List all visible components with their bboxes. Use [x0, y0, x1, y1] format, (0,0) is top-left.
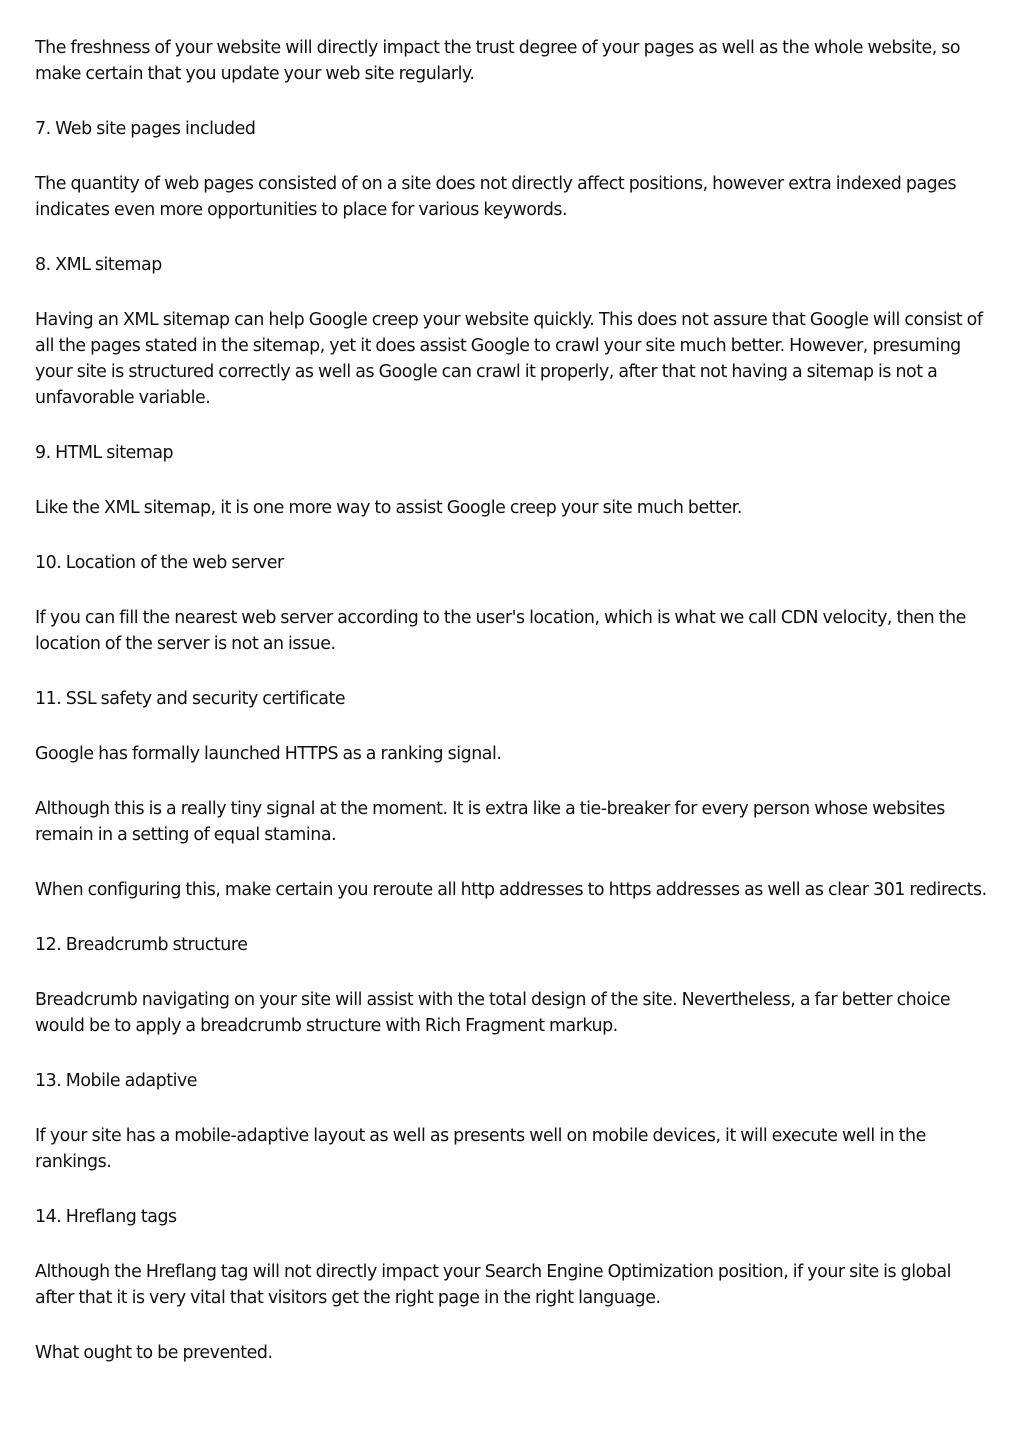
paragraph-freshness: The freshness of your website will directly impact the trust degree of your pages as well as the whole website, so make certain that you update your web site regularly.: [35, 38, 961, 84]
paragraph-https-signal: Google has formally launched HTTPS as a ranking signal.: [35, 744, 502, 764]
paragraph-xml-sitemap: Having an XML sitemap can help Google creep your website quickly. This does not assure that Google will consist of all the pages stated in the sitemap, yet it does assist Google to crawl your site much better. However, presuming your site is structured correctly as well as Google can crawl it properly, after that not having a sitemap is not a unfavorable variable.: [35, 310, 983, 408]
heading-hreflang-tags: 14. Hreflang tags: [35, 1207, 177, 1227]
paragraph-web-server-location: If you can fill the nearest web server according to the user's location, which is what we call CDN velocity, then the location of the server is not an issue.: [35, 608, 966, 654]
paragraph-html-sitemap: Like the XML sitemap, it is one more way to assist Google creep your site much better.: [35, 498, 742, 518]
heading-mobile-adaptive: 13. Mobile adaptive: [35, 1071, 198, 1091]
heading-xml-sitemap: 8. XML sitemap: [35, 255, 162, 275]
document-body: [35, 35, 990, 1395]
heading-html-sitemap: 9. HTML sitemap: [35, 443, 174, 463]
paragraph-what-to-prevent: What ought to be prevented.: [35, 1343, 273, 1363]
heading-web-site-pages-included: 7. Web site pages included: [35, 119, 256, 139]
paragraph-breadcrumb: Breadcrumb navigating on your site will assist with the total design of the site. Nevertheless, a far better choice would be to apply a breadcrumb structure with Rich Fragment markup.: [35, 990, 951, 1036]
paragraph-redirects: When configuring this, make certain you reroute all http addresses to https addresses as well as clear 301 redirects.: [35, 880, 987, 900]
paragraph-pages-included: The quantity of web pages consisted of on a site does not directly affect positions, however extra indexed pages indicates even more opportunities to place for various keywords.: [35, 174, 957, 220]
paragraph-hreflang: Although the Hreflang tag will not directly impact your Search Engine Optimization position, if your site is global after that it is very vital that visitors get the right page in the right language.: [35, 1262, 951, 1308]
heading-ssl-certificate: 11. SSL safety and security certificate: [35, 689, 346, 709]
paragraph-tie-breaker: Although this is a really tiny signal at the moment. It is extra like a tie-breaker for every person whose websites remain in a setting of equal stamina.: [35, 799, 945, 845]
heading-breadcrumb-structure: 12. Breadcrumb structure: [35, 935, 248, 955]
paragraph-mobile-adaptive: If your site has a mobile-adaptive layout as well as presents well on mobile devices, it will execute well in the rankings.: [35, 1126, 926, 1172]
heading-web-server-location: 10. Location of the web server: [35, 553, 284, 573]
